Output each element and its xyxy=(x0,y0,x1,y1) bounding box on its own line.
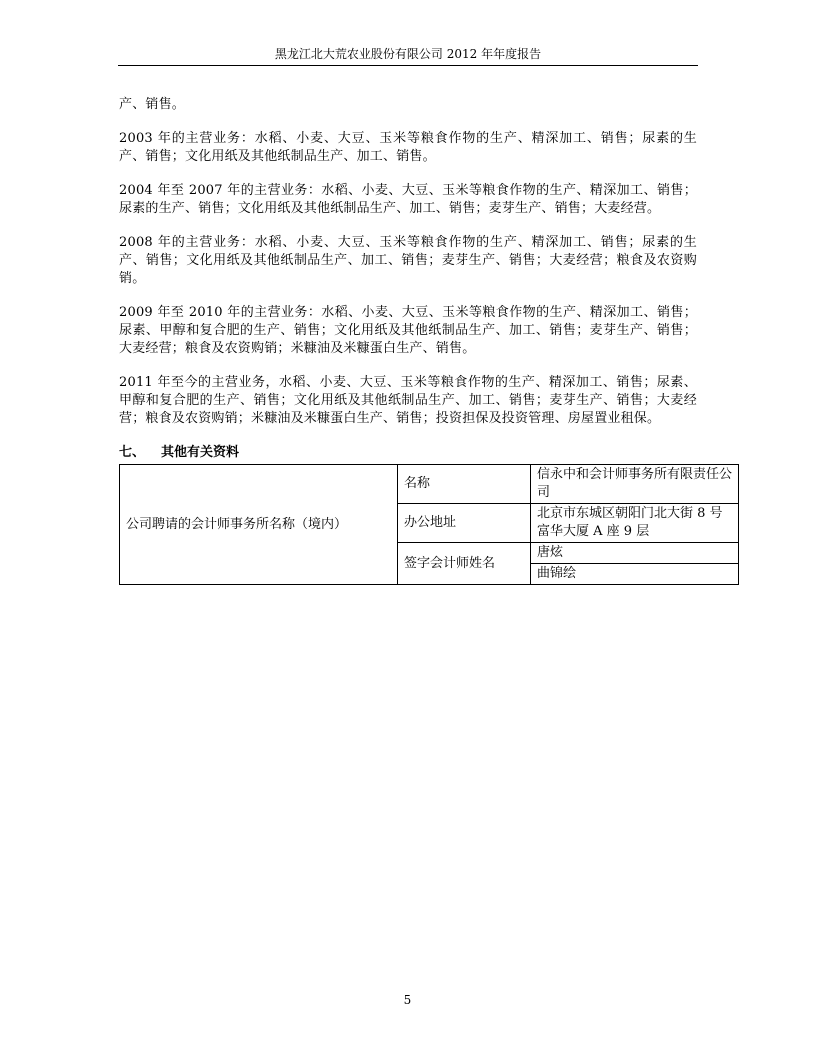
paragraph-2004-2007: 2004 年至 2007 年的主营业务：水稻、小麦、大豆、玉米等粮食作物的生产、精深加工、销售；尿素的生产、销售；文化用纸及其他纸制品生产、加工、销售；麦芽生产、销售；大麦经营。 xyxy=(119,183,697,216)
office-address-label: 办公地址 xyxy=(398,504,531,543)
section-number: 七、 xyxy=(119,445,146,460)
office-address-value: 北京市东城区朝阳门北大街 8 号富华大厦 A 座 9 层 xyxy=(531,504,739,543)
paragraph-2008: 2008 年的主营业务：水稻、小麦、大豆、玉米等粮食作物的生产、精深加工、销售；尿素的生产、销售；文化用纸及其他纸制品生产、加工、销售；麦芽生产、销售；大麦经营；粮食及农资购销。 xyxy=(119,235,697,286)
table-row xyxy=(120,465,739,504)
report-title: 黑龙江北大荒农业股份有限公司 2012 年年度报告 xyxy=(274,47,542,61)
firm-name-value: 信永中和会计师事务所有限责任公司 xyxy=(531,465,739,504)
signing-accountant-label: 签字会计师姓名 xyxy=(398,543,531,585)
accounting-firm-table xyxy=(119,464,739,585)
paragraph-2011: 2011 年至今的主营业务，水稻、小麦、大豆、玉米等粮食作物的生产、精深加工、销售；尿素、甲醇和复合肥的生产、销售；文化用纸及其他纸制品生产、加工、销售；麦芽生产、销售；大麦经营；粮食及农资购销；米糠油及米糠蛋白生产、销售；投资担保及投资管理、房屋置业租保。 xyxy=(119,375,697,426)
paragraph-2009-2010: 2009 年至 2010 年的主营业务：水稻、小麦、大豆、玉米等粮食作物的生产、精深加工、销售；尿素、甲醇和复合肥的生产、销售；文化用纸及其他纸制品生产、加工、销售；麦芽生产、销售；大麦经营；粮食及农资购销；米糠油及米糠蛋白生产、销售。 xyxy=(119,305,697,356)
signing-accountant-2: 曲锦绘 xyxy=(531,564,739,585)
main-label-cell: 公司聘请的会计师事务所名称（境内） xyxy=(120,465,398,585)
page-number: 5 xyxy=(403,993,412,1007)
page-header xyxy=(118,46,698,66)
paragraph-continuation: 产、销售。 xyxy=(119,97,186,112)
page-content xyxy=(119,96,733,585)
section-title: 其他有关资料 xyxy=(161,445,240,460)
paragraph-2003: 2003 年的主营业务：水稻、小麦、大豆、玉米等粮食作物的生产、精深加工、销售；尿素的生产、销售；文化用纸及其他纸制品生产、加工、销售。 xyxy=(119,131,697,164)
firm-name-label: 名称 xyxy=(398,465,531,504)
signing-accountant-1: 唐炫 xyxy=(531,543,739,564)
section-heading xyxy=(119,444,697,462)
